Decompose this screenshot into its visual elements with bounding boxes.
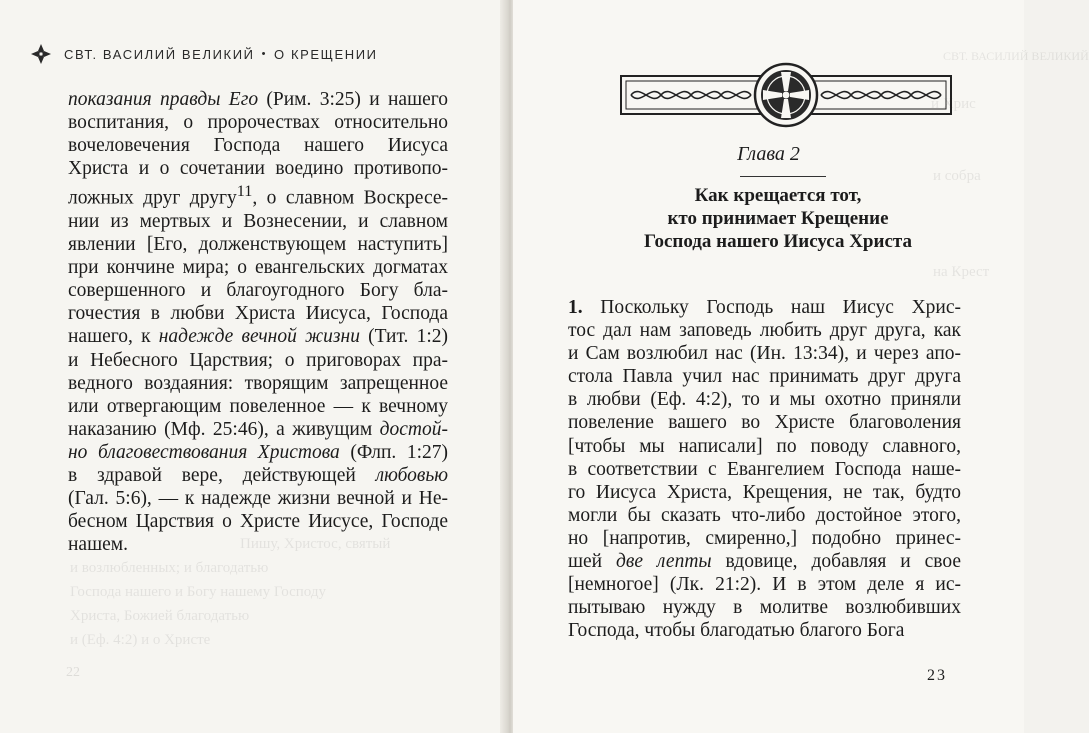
text-line: в соответствии с Евангелием Господа наше-	[568, 458, 961, 480]
text-line: при кончине мира; о евангельских догматах	[68, 257, 448, 279]
text-line: (Гал. 5:6), — к надежде жизни вечной и Не-	[68, 488, 448, 510]
text-line: могли бы сказать что-либо достойное этого,	[568, 504, 961, 526]
chapter-title-line: Господа нашего Иисуса Христа	[644, 231, 912, 252]
text-line: ведного воздаяния: творящим запрещенное	[68, 372, 448, 394]
text-line: Христа и о сочетании воедино противопо-	[68, 158, 448, 180]
running-head-title: О КРЕЩЕНИИ	[274, 46, 378, 62]
text-line: [чтобы мы написали] по поводу славного,	[568, 435, 961, 457]
text-line: вочеловечения Господа нашего Иисуса	[68, 135, 448, 157]
running-head-separator: •	[261, 48, 268, 60]
page-number: 23	[927, 667, 947, 684]
text-line: и Сам возлюбил нас (Ин. 13:34), и через апо-	[568, 343, 961, 365]
text-line: пытываю нужду в молитве возлюбивших	[568, 597, 961, 619]
text-line: но благовествования Христова (Флп. 1:27)	[68, 441, 448, 463]
text-line: нии из мертвых и Вознесении, и славном	[68, 210, 448, 232]
left-paragraph	[68, 88, 448, 556]
text-line: стола Павла учил нас принимать друг друга	[568, 366, 961, 388]
text-line: гочестия в любви Христа Иисуса, Господа	[68, 303, 448, 325]
text-line: повеление вашего во Христе благоволения	[568, 412, 961, 434]
running-head-author: СВТ. ВАСИЛИЙ ВЕЛИКИЙ	[64, 46, 255, 62]
text-line: показания правды Его (Рим. 3:25) и нашего	[68, 89, 448, 110]
text-line: нашего, к надежде вечной жизни (Тит. 1:2)	[68, 326, 449, 348]
text-line: шей две лепты вдовице, добавляя и свое	[568, 551, 961, 573]
text-line: нашем.	[68, 534, 128, 556]
chapter-title-line: Как крещается тот,	[694, 185, 862, 206]
right-page-text	[568, 296, 961, 642]
paragraph-number: 1.	[568, 297, 583, 318]
chapter-rule	[740, 176, 826, 177]
running-head	[30, 41, 378, 67]
text-line: в здравой вере, действующей любовью	[68, 465, 448, 486]
left-page-text	[68, 88, 448, 556]
celtic-cross-headpiece-icon	[619, 62, 953, 128]
text-line: го Иисуса Христа, Крещения, не так, будто	[568, 481, 961, 503]
right-paragraph	[568, 296, 961, 642]
text-line: бесном Царствия о Христе Иисусе, Господе	[68, 511, 448, 533]
text-line: совершенного и благоугодного Богу бла-	[68, 280, 448, 302]
text-line: наказанию (Мф. 25:46), а живущим достой-	[68, 418, 448, 440]
text-line: 1. Поскольку Господь наш Иисус Хрис-	[568, 297, 961, 318]
left-page: СВТ. ВАСИЛИЙ ВЕЛИКИЙ • О КРЕЩЕНИИ показания правды Его (Рим. 3:25) и нашего воспитания, о пророчествах относительно вочеловечения Господа нашего Иисуса Христа и о сочетании воедино противопо- ложных друг другу$^{11}$, о славном Воскресе- нии из мертвых и Вознесении, и славном явлении [Его, долженствующем наступить] при кончине мира; о евангельских догматах совершенного и благоугодного Богу бла- гочестия в любви Христа Иисуса, Господа нашего, к надежде вечной жизни (Тит. 1:2) и Небесного Царствия; о приговорах пра- ведного воздаяния: творящим запрещенное или отвергающим повеленное — к вечному наказанию (Мф. 25:46), а живущим достой- но благовествования Христова (Флп. 1:27) в здравой вере, действующей любовью (Гал. 5:6), — к надежде жизни вечной и Не- бесном Царствия о Христе Иисусе, Господе нашем. Пишу, Христос, святый и возлюбленных; и благодатью Господа нашего и Богу нашему Господу Христа, Божией благодатью и (Еф. 4:2) и о Христе 22	[0, 0, 507, 733]
text-line: и Небесного Царствия; о приговорах пра-	[68, 349, 448, 371]
chapter-label: Глава 2	[737, 143, 800, 165]
text-line: [немногое] (Лк. 21:2). И в этом деле я ис-	[568, 574, 961, 596]
text-line: но [напротив, смиренно,] подобно принес-	[568, 527, 961, 549]
right-page: СВТ. ВАСИЛИЙ ВЕЛИКИЙ и Хрис и собра на Крест Глава 2 Как крещается тот, кто принимает Крещение Господа нашего Иисуса Христа 1. Поскольку Господь наш Иисус Хрис- тос дал нам заповедь любить друг друга, как и Сам возлюбил нас (Ин. 13:34), и через апо- стола Павла учил нас принимать друг друга в любви (Еф. 4:2), то и мы охотно приняли повеление вашего во Христе благоволения [чтобы мы написали] по поводу славного, в соответствии с Евангелием Господа наше- го Иисуса Христа, Крещения, не так, будто могли бы сказать что-либо достойное этого, но [напротив, смиренно,] подобно принес- шей две лепты вдовице, добавляя и свое [немногое] (Лк. 21:2). И в этом деле я ис- пытываю нужду в молитве возлюбивших Господа, чтобы благодатью благого Бога 23	[513, 0, 1024, 733]
text-line: Господа, чтобы благодатью благого Бога	[568, 620, 905, 642]
text-line: воспитания, о пророчествах относительно	[68, 112, 448, 134]
chapter-title	[513, 184, 1043, 253]
text-line: в любви (Еф. 4:2), то и мы охотно приняли	[568, 389, 961, 411]
chapter-title-line: кто принимает Крещение	[667, 208, 889, 229]
fleuron-icon	[30, 43, 52, 65]
text-line: ложных друг другу$^{11}$, о славном Воскресе-	[68, 182, 448, 209]
text-line: явлении [Его, долженствующем наступить]	[68, 234, 448, 256]
text-line: тос дал нам заповедь любить друг друга, как	[568, 320, 961, 342]
text-line: или отвергающим повеленное — к вечному	[68, 395, 448, 417]
